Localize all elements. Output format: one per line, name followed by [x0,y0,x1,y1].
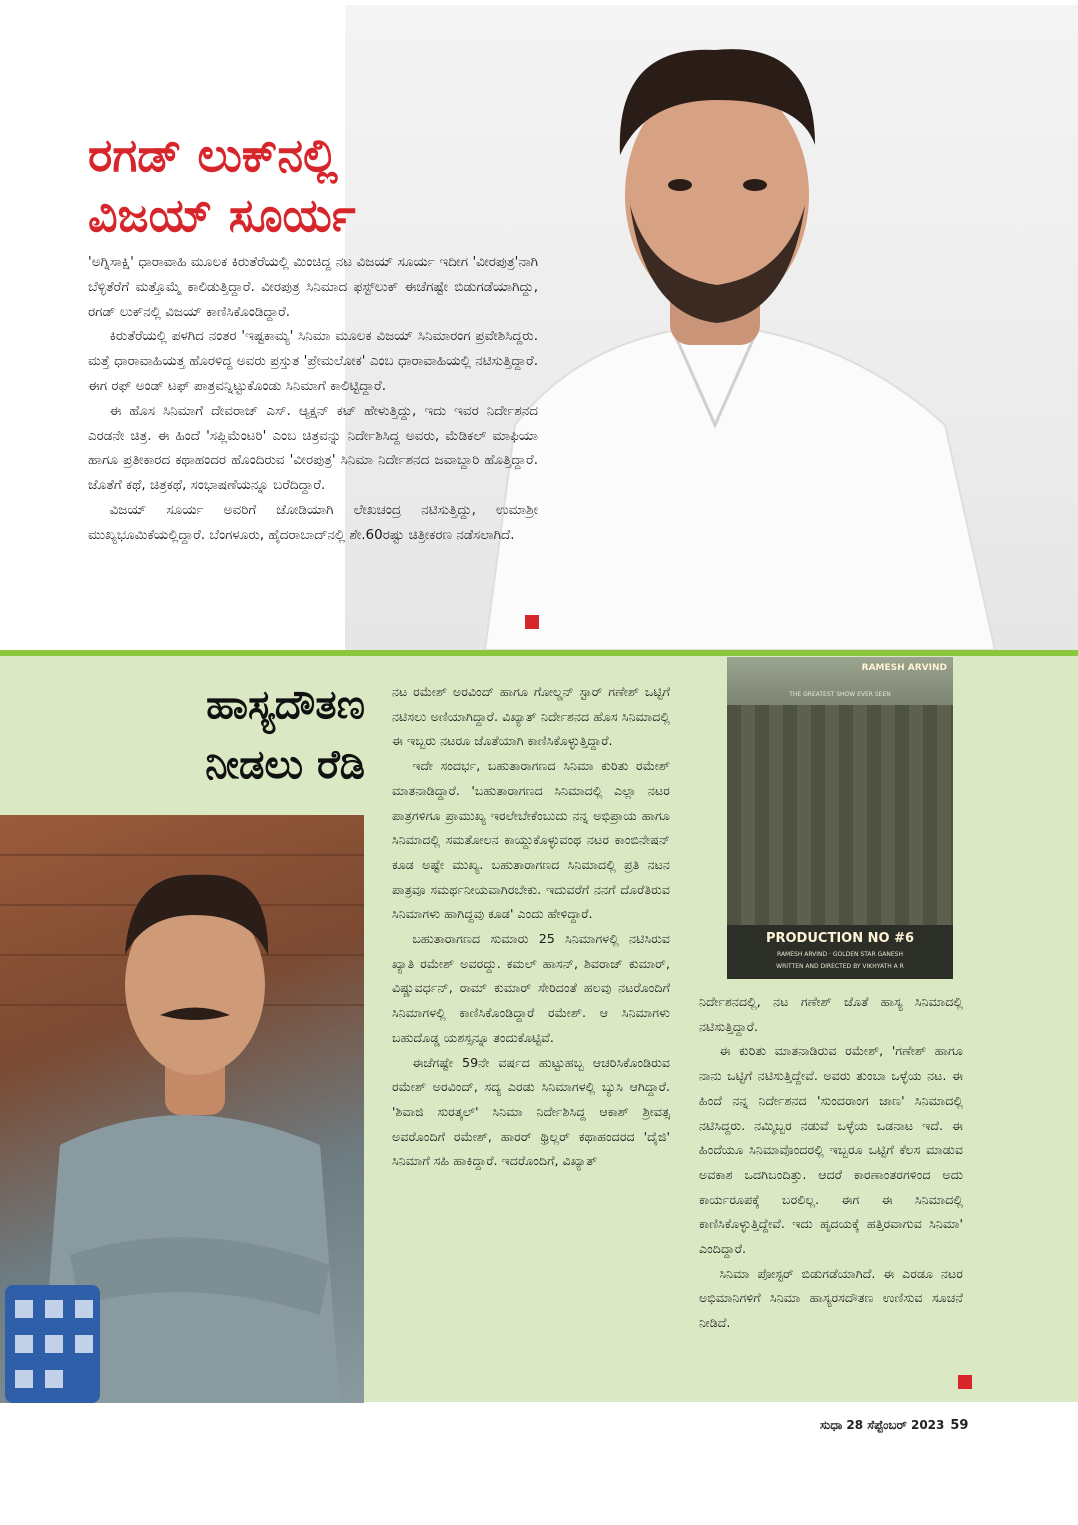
poster-title: PRODUCTION NO #6 [765,931,915,946]
end-of-article-mark [958,1375,972,1389]
ramesh-arvind-photo [0,815,364,1403]
paragraph: ಈ ಹೊಸ ಸಿನಿಮಾಗೆ ದೇವರಾಜ್ ಎಸ್. ಆ್ಯಕ್ಷನ್ ಕಟ್ ಹೇಳುತ್ತಿದ್ದು, ಇದು ಇವರ ನಿರ್ದೇಶನದ ಎರಡನೇ ಚಿತ್ರ. ಈ ಹಿಂದೆ 'ಸಪ್ಲಿಮೆಂಟರಿ' ಎಂಬ ಚಿತ್ರವನ್ನು ನಿರ್ದೇಶಿಸಿದ್ದ ಅವರು, ಮೆಡಿಕಲ್ ಮಾಫಿಯಾ ಹಾಗೂ ಪ್ರತೀಕಾರದ ಕಥಾಹಂದರ ಹೊಂದಿರುವ 'ವೀರಪುತ್ರ' ಸಿನಿಮಾ ನಿರ್ದೇಶನದ ಜವಾಬ್ದಾರಿ ಹೊತ್ತಿದ್ದಾರೆ. ಜೊತೆಗೆ ಕಥೆ, ಚಿತ್ರಕಥೆ, ಸಂಭಾಷಣೆಯನ್ನೂ ಬರೆದಿದ್ದಾರೆ. [88,402,538,494]
paragraph: ಸಿನಿಮಾ ಪೋಸ್ಟರ್ ಬಿಡುಗಡೆಯಾಗಿದೆ. ಈ ಎರಡೂ ನಟರ ಅಭಿಮಾನಿಗಳಿಗೆ ಸಿನಿಮಾ ಹಾಸ್ಯರಸದೌತಣ ಉಣಿಸುವ ಸೂಚನೆ ನೀಡಿದೆ. [699,1265,963,1331]
article-headline [95,675,365,795]
poster-director: WRITTEN AND DIRECTED BY VIKHYATH A R [776,963,904,970]
paragraph: ಬಹುತಾರಾಗಣದ ಸುಮಾರು 25 ಸಿನಿಮಾಗಳಲ್ಲಿ ನಟಿಸಿರುವ ಖ್ಯಾತಿ ರಮೇಶ್ ಅವರದ್ದು. ಕಮಲ್ ಹಾಸನ್, ಶಿವರಾಜ್ ಕುಮಾರ್, ವಿಷ್ಣುವರ್ಧನ್, ರಾಮ್ ಕುಮಾರ್ ಸೇರಿದಂತೆ ಹಲವು ನಟರೊಂದಿಗೆ ಸಿನಿಮಾಗಳಲ್ಲಿ ಕಾಣಿಸಿಕೊಂಡಿದ್ದಾರೆ ರಮೇಶ್. ಆ ಸಿನಿಮಾಗಳು ಬಹುದೊಡ್ಡ ಯಶಸ್ಸನ್ನೂ ತಂದುಕೊಟ್ಟಿವೆ. [392,931,670,1045]
headline-line-1: ರಗಡ್ ಲುಕ್‌ನಲ್ಲಿ [88,128,338,182]
article-body [88,250,538,548]
poster-brand: RAMESH ARVIND [861,663,947,673]
poster-credits: RAMESH ARVIND · GOLDEN STAR GANESH [777,951,903,958]
paragraph: ಇದೇ ಸಂದರ್ಭ, ಬಹುತಾರಾಗಣದ ಸಿನಿಮಾ ಕುರಿತು ರಮೇಶ್ ಮಾತನಾಡಿದ್ದಾರೆ. 'ಬಹುತಾರಾಗಣದ ಸಿನಿಮಾದಲ್ಲಿ ಎಲ್ಲಾ ನಟರ ಪಾತ್ರಗಳಿಗೂ ಪ್ರಾಮುಖ್ಯ ಇರಲೇಬೇಕೆಂಬುದು ನನ್ನ ಅಭಿಪ್ರಾಯ ಹಾಗೂ ಸಿನಿಮಾದಲ್ಲಿ ಸಮತೋಲನ ಕಾಯ್ದುಕೊಳ್ಳುವಂಥ ನಟರ ಕಾಂಬಿನೇಷನ್ ಕೂಡ ಅಷ್ಟೇ ಮುಖ್ಯ. ಬಹುತಾರಾಗಣದ ಸಿನಿಮಾದಲ್ಲಿ ಪ್ರತಿ ನಟನ ಪಾತ್ರವೂ ಸಮರ್ಥನೀಯವಾಗಿರಬೇಕು. ಇದುವರೆಗೆ ನನಗೆ ದೊರೆತಿರುವ ಸಿನಿಮಾಗಳು ಹಾಗಿದ್ದವು ಕೂಡ' ಎಂದು ಹೇಳಿದ್ದಾರೆ. [392,758,670,922]
poster-cast-image [727,705,953,925]
paragraph: ನಟ ರಮೇಶ್ ಅರವಿಂದ್ ಹಾಗೂ ಗೋಲ್ಡನ್ ಸ್ಟಾರ್ ಗಣೇಶ್ ಒಟ್ಟಿಗೆ ನಟಿಸಲು ಅಣಿಯಾಗಿದ್ದಾರೆ. ವಿಖ್ಯಾತ್ ನಿರ್ದೇಶನದ ಹೊಸ ಸಿನಿಮಾದಲ್ಲಿ ಈ ಇಬ್ಬರು ನಟರೂ ಜೊತೆಯಾಗಿ ಕಾಣಿಸಿಕೊಳ್ಳುತ್ತಿದ್ದಾರೆ. [392,684,670,749]
headline-line-2: ವಿಜಯ್ ಸೂರ್ಯ [88,188,356,242]
headline-line-2: ನೀಡಲು ರೆಡಿ [205,742,365,788]
page-footer [820,1418,980,1433]
paragraph: ಈಚೆಗಷ್ಟೇ 59ನೇ ವರ್ಷದ ಹುಟ್ಟುಹಬ್ಬ ಆಚರಿಸಿಕೊಂಡಿರುವ ರಮೇಶ್ ಅರವಿಂದ್, ಸದ್ಯ ಎರಡು ಸಿನಿಮಾಗಳಲ್ಲಿ ಬ್ಯುಸಿ ಆಗಿದ್ದಾರೆ. 'ಶಿವಾಜಿ ಸುರತ್ಕಲ್' ಸಿನಿಮಾ ನಿರ್ದೇಶಿಸಿದ್ದ ಆಕಾಶ್ ಶ್ರೀವತ್ಸ ಅವರೊಂದಿಗೆ ರಮೇಶ್, ಹಾರರ್ ಥ್ರಿಲ್ಲರ್ ಕಥಾಹಂದರದ 'ದೈಜಿ' ಸಿನಿಮಾಗೆ ಸಹಿ ಹಾಕಿದ್ದಾರೆ. ಇದರೊಂದಿಗೆ, ವಿಖ್ಯಾತ್ [392,1054,670,1169]
paragraph: ಕಿರುತೆರೆಯಲ್ಲಿ ಪಳಗಿದ ನಂತರ 'ಇಷ್ಟಕಾಮ್ಯ' ಸಿನಿಮಾ ಮೂಲಕ ವಿಜಯ್ ಸಿನಿಮಾರಂಗ ಪ್ರವೇಶಿಸಿದ್ದರು. ಮತ್ತೆ ಧಾರಾವಾಹಿಯತ್ತ ಹೊರಳಿದ್ದ ಅವರು ಪ್ರಸ್ತುತ 'ಪ್ರೇಮಲೋಕ' ಎಂಬ ಧಾರಾವಾಹಿಯಲ್ಲಿ ನಟಿಸುತ್ತಿದ್ದಾರೆ. ಈಗ ರಫ್ ಅಂಡ್ ಟಫ್ ಪಾತ್ರವನ್ನಿಟ್ಟುಕೊಂಡು ಸಿನಿಮಾಗೆ ಕಾಲಿಟ್ಟಿದ್ದಾರೆ. [88,328,538,394]
paragraph: ಈ ಕುರಿತು ಮಾತನಾಡಿರುವ ರಮೇಶ್, 'ಗಣೇಶ್ ಹಾಗೂ ನಾನು ಒಟ್ಟಿಗೆ ನಟಿಸುತ್ತಿದ್ದೇವೆ. ಅವರು ತುಂಬಾ ಒಳ್ಳೆಯ ನಟ. ಈ ಹಿಂದೆ ನನ್ನ ನಿರ್ದೇಶನದ 'ಸುಂದರಾಂಗ ಜಾಣ' ಸಿನಿಮಾದಲ್ಲಿ ನಟಿಸಿದ್ದರು. ನಮ್ಮಿಬ್ಬರ ನಡುವೆ ಒಳ್ಳೆಯ ಒಡನಾಟ ಇದೆ. ಈ ಹಿಂದೆಯೂ ಸಿನಿಮಾವೊಂದರಲ್ಲಿ ಇಬ್ಬರೂ ಒಟ್ಟಿಗೆ ಕೆಲಸ ಮಾಡುವ ಅವಕಾಶ ಒದಗಿಬಂದಿತ್ತು. ಆದರೆ ಕಾರಣಾಂತರಗಳಿಂದ ಅದು ಕಾರ್ಯರೂಪಕ್ಕೆ ಬರಲಿಲ್ಲ. ಈಗ ಈ ಸಿನಿಮಾದಲ್ಲಿ ಕಾಣಿಸಿಕೊಳ್ಳುತ್ತಿದ್ದೇವೆ. ಇದು ಹೃದಯಕ್ಕೆ ಹತ್ತಿರವಾಗುವ ಸಿನಿಮಾ' ಎಂದಿದ್ದಾರೆ. [699,1043,963,1257]
article-headline [88,125,508,245]
paragraph: ನಿರ್ದೇಶನದಲ್ಲಿ, ನಟ ಗಣೇಶ್ ಜೊತೆ ಹಾಸ್ಯ ಸಿನಿಮಾದಲ್ಲಿ ನಟಿಸುತ್ತಿದ್ದಾರೆ. [699,994,963,1034]
headline-line-1: ಹಾಸ್ಯದೌತಣ [206,682,365,728]
article-column-2 [699,990,963,1336]
footer-publication-date: ಸುಧಾ 28 ಸೆಪ್ಟೆಂಬರ್ 2023 [820,1418,945,1432]
article-column-1 [392,680,670,1174]
movie-poster [727,657,953,979]
end-of-article-mark [525,615,539,629]
paragraph: ವಿಜಯ್ ಸೂರ್ಯ ಅವರಿಗೆ ಜೋಡಿಯಾಗಿ ಲೇಖಚಂದ್ರ ನಟಿಸುತ್ತಿದ್ದು, ಉಮಾಶ್ರೀ ಮುಖ್ಯಭೂಮಿಕೆಯಲ್ಲಿದ್ದಾರೆ. ಬೆಂಗಳೂರು, ಹೈದರಾಬಾದ್‌ನಲ್ಲಿ ಶೇ.60ರಷ್ಟು ಚಿತ್ರೀಕರಣ ನಡೆಸಲಾಗಿದೆ. [88,501,538,543]
paragraph: 'ಅಗ್ನಿಸಾಕ್ಷಿ' ಧಾರಾವಾಹಿ ಮೂಲಕ ಕಿರುತೆರೆಯಲ್ಲಿ ಮಿಂಚಿದ್ದ ನಟ ವಿಜಯ್ ಸೂರ್ಯ ಇದೀಗ 'ವೀರಪುತ್ರ'ನಾಗಿ ಬೆಳ್ಳಿತೆರೆಗೆ ಮತ್ತೊಮ್ಮೆ ಕಾಲಿಡುತ್ತಿದ್ದಾರೆ. ವೀರಪುತ್ರ ಸಿನಿಮಾದ ಫಸ್ಟ್‌ಲುಕ್ ಈಚೆಗಷ್ಟೇ ಬಿಡುಗಡೆಯಾಗಿದ್ದು, ರಗಡ್ ಲುಕ್‌ನಲ್ಲಿ ವಿಜಯ್ ಕಾಣಿಸಿಕೊಂಡಿದ್ದಾರೆ. [88,254,538,320]
page-number: 59 [950,1418,969,1433]
poster-tagline: THE GREATEST SHOW EVER SEEN [789,691,891,698]
